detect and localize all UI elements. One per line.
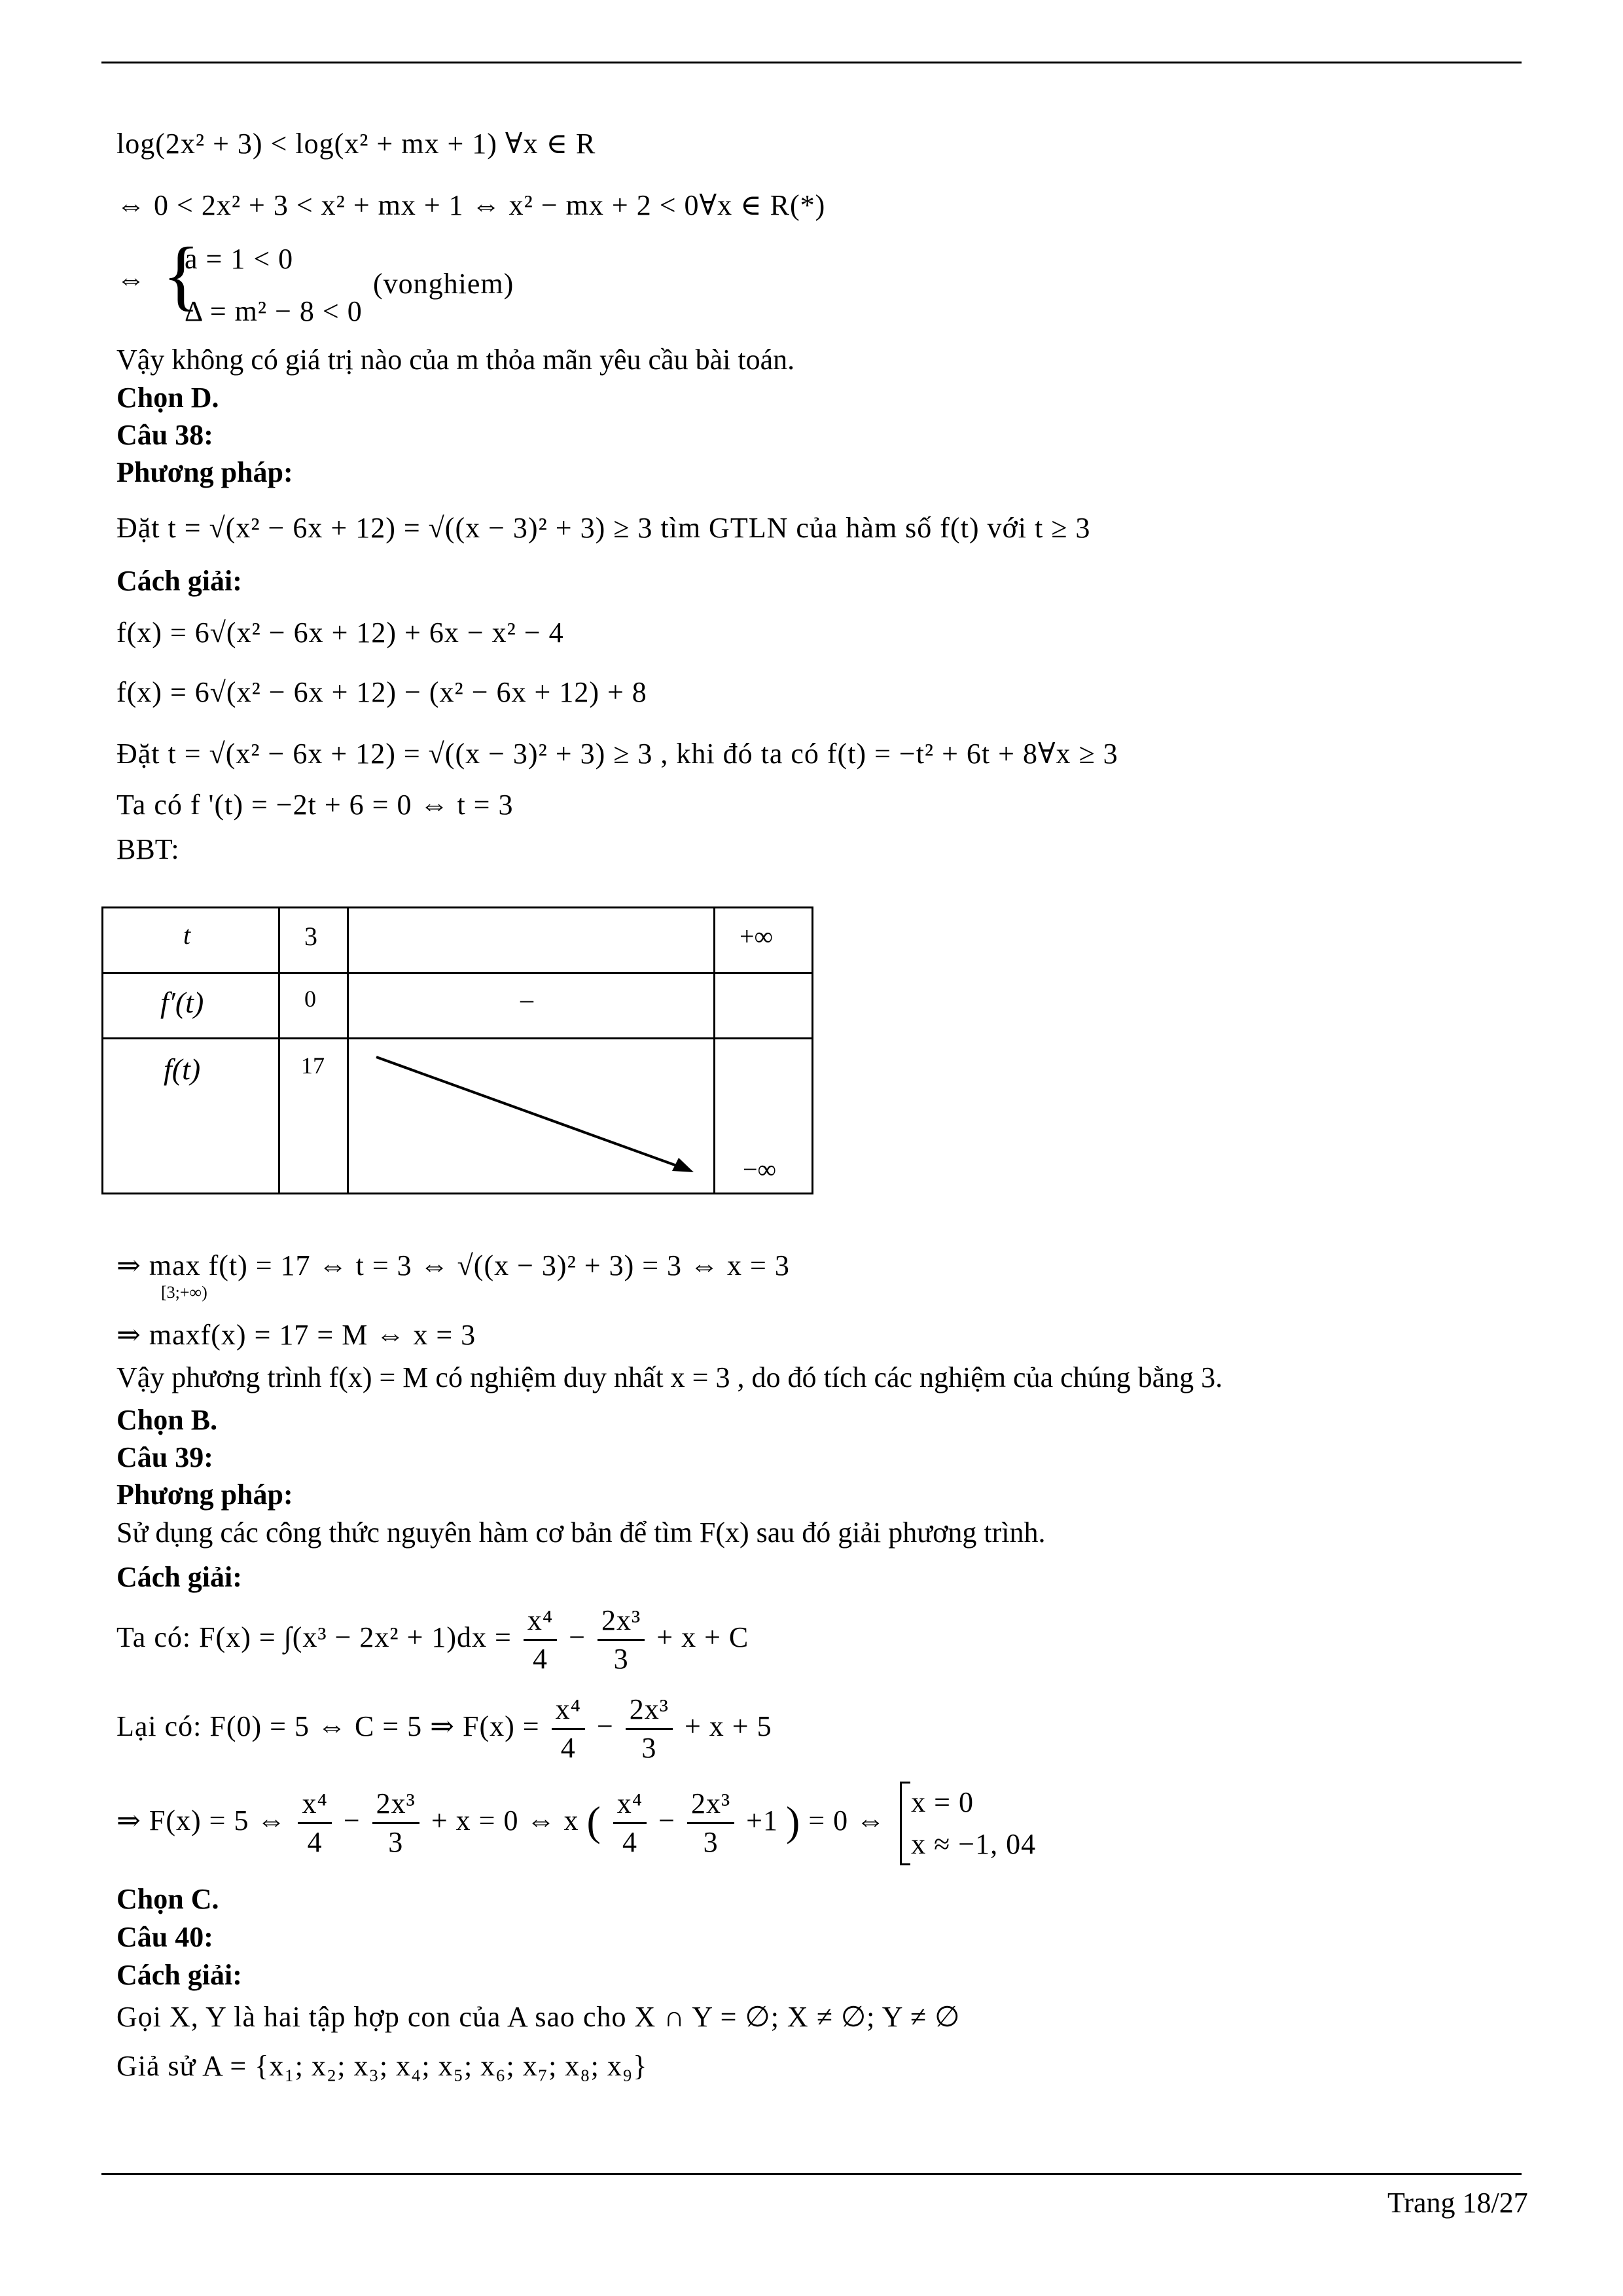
fraction-2x3-over-3 bbox=[597, 1605, 645, 1676]
antiderivative-line bbox=[116, 1605, 749, 1676]
method-heading: Phương pháp: bbox=[116, 1479, 293, 1511]
fraction-2x3-over-3 bbox=[626, 1694, 673, 1765]
minus-sign: − bbox=[596, 1710, 614, 1742]
fraction-numerator: 2x³ bbox=[372, 1788, 419, 1824]
antiderivative-lhs: Ta có: F(x) = ∫(x³ − 2x² + 1)dx = bbox=[116, 1621, 512, 1653]
fraction-2x3-over-3 bbox=[372, 1788, 419, 1859]
plus-one: +1 bbox=[746, 1804, 778, 1837]
fraction-2x3-over-3 bbox=[687, 1788, 734, 1859]
initial-condition-rhs: + x + 5 bbox=[684, 1710, 772, 1742]
minus-sign: − bbox=[569, 1621, 586, 1653]
initial-condition-lhs: Lại có: F(0) = 5 ⇔ C = 5 ⇒ F(x) = bbox=[116, 1710, 540, 1742]
header-rule bbox=[101, 62, 1522, 63]
subset-definition: Gọi X, Y là hai tập hợp con của A sao cho X ∩ Y = ∅; X ≠ ∅; Y ≠ ∅ bbox=[116, 2001, 961, 2033]
fraction-denominator: 4 bbox=[622, 1826, 637, 1859]
fraction-denominator: 3 bbox=[641, 1732, 657, 1765]
minus-sign: − bbox=[343, 1804, 361, 1837]
fraction-x4-over-4 bbox=[613, 1788, 647, 1859]
system-condition-a: a = 1 < 0 bbox=[185, 243, 294, 275]
solution-heading: Cách giải: bbox=[116, 1959, 242, 1991]
row-label-derivative: f′(t) bbox=[160, 986, 204, 1019]
arrow-head bbox=[672, 1158, 694, 1172]
set-assumption: Giả sử A = {x₁; x₂; x₃; x₄; x₅; x₆; x₇; x₈; x₉} bbox=[116, 2050, 648, 2082]
variation-table-label: BBT: bbox=[116, 833, 179, 865]
fraction-numerator: x⁴ bbox=[524, 1605, 557, 1641]
fraction-denominator: 3 bbox=[388, 1826, 404, 1859]
fraction-denominator: 3 bbox=[703, 1826, 719, 1859]
solution-heading: Cách giải: bbox=[116, 565, 242, 597]
fraction-numerator: x⁴ bbox=[552, 1694, 585, 1730]
t-start-value: 3 bbox=[304, 922, 317, 951]
method-heading: Phương pháp: bbox=[116, 456, 293, 488]
equation-middle: + x = 0 ⇔ x bbox=[431, 1804, 579, 1837]
paren-close: ) bbox=[786, 1797, 801, 1844]
root-two: x ≈ −1, 04 bbox=[911, 1827, 1037, 1860]
system-brace: { bbox=[162, 231, 200, 318]
derivative-zero: 0 bbox=[304, 986, 316, 1012]
fraction-denominator: 4 bbox=[307, 1826, 323, 1859]
question-heading: Câu 39: bbox=[116, 1441, 213, 1473]
question-heading: Câu 38: bbox=[116, 419, 213, 451]
initial-condition-line bbox=[116, 1694, 772, 1765]
function-max-value: 17 bbox=[301, 1052, 325, 1079]
system-condition-delta: Δ = m² − 8 < 0 bbox=[185, 295, 363, 327]
variation-table bbox=[101, 906, 813, 1194]
answer-label: Chọn D. bbox=[116, 382, 219, 414]
arrow-shaft bbox=[376, 1057, 684, 1168]
equation-equals: = 0 ⇔ bbox=[808, 1804, 886, 1837]
fraction-x4-over-4 bbox=[524, 1605, 557, 1676]
fraction-numerator: 2x³ bbox=[626, 1694, 673, 1730]
page-number: Trang 18/27 bbox=[1387, 2187, 1528, 2219]
minus-sign: − bbox=[658, 1804, 675, 1837]
row-label-t: t bbox=[183, 920, 191, 950]
question-heading: Câu 40: bbox=[116, 1921, 213, 1953]
fraction-x4-over-4 bbox=[552, 1694, 585, 1765]
equation-lhs: ⇒ F(x) = 5 ⇔ bbox=[116, 1804, 287, 1837]
root-conclusion: Vậy phương trình f(x) = M có nghiệm duy nhất x = 3 , do đó tích các nghiệm của chúng bằng 3. bbox=[116, 1361, 1223, 1393]
max-domain-subscript: [3;+∞) bbox=[161, 1283, 207, 1302]
substitution-result: Đặt t = √(x² − 6x + 12) = √((x − 3)² + 3) ≥ 3 , khi đó ta có f(t) = −t² + 6t + 8∀x ≥ 3 bbox=[116, 738, 1118, 770]
decreasing-arrow bbox=[101, 906, 813, 1194]
function-limit-value: −∞ bbox=[743, 1155, 777, 1184]
row-label-function: f(t) bbox=[164, 1052, 201, 1086]
fraction-denominator: 3 bbox=[613, 1643, 629, 1676]
max-result: ⇒ maxf(x) = 17 = M ⇔ x = 3 bbox=[116, 1319, 476, 1351]
method-text: Sử dụng các công thức nguyên hàm cơ bản để tìm F(x) sau đó giải phương trình. bbox=[116, 1516, 1046, 1549]
system-arrow: ⇔ bbox=[116, 263, 146, 295]
fraction-denominator: 4 bbox=[560, 1732, 576, 1765]
fraction-numerator: 2x³ bbox=[597, 1605, 645, 1641]
answer-label: Chọn B. bbox=[116, 1404, 218, 1436]
function-rewrite: f(x) = 6√(x² − 6x + 12) − (x² − 6x + 12) + 8 bbox=[116, 676, 647, 708]
conclusion-text: Vậy không có giá trị nào của m thỏa mãn yêu cầu bài toán. bbox=[116, 344, 795, 376]
function-definition: f(x) = 6√(x² − 6x + 12) + 6x − x² − 4 bbox=[116, 617, 564, 649]
paren-open: ( bbox=[586, 1797, 601, 1844]
equation-solve-line bbox=[116, 1782, 1036, 1865]
solution-bracket bbox=[900, 1782, 1036, 1865]
derivative-sign: – bbox=[520, 984, 533, 1014]
footer-rule bbox=[101, 2173, 1522, 2175]
fraction-x4-over-4 bbox=[298, 1788, 331, 1859]
max-derivation: ⇒ max f(t) = 17 ⇔ t = 3 ⇔ √((x − 3)² + 3) = 3 ⇔ x = 3 bbox=[116, 1249, 790, 1282]
fraction-numerator: 2x³ bbox=[687, 1788, 734, 1824]
line-equivalence: ⇔ 0 < 2x² + 3 < x² + mx + 1 ⇔ x² − mx + 2 < 0∀x ∈ R(*) bbox=[116, 189, 826, 221]
fraction-numerator: x⁴ bbox=[613, 1788, 647, 1824]
root-one: x = 0 bbox=[911, 1786, 974, 1818]
antiderivative-rhs: + x + C bbox=[656, 1621, 749, 1653]
derivative-line: Ta có f '(t) = −2t + 6 = 0 ⇔ t = 3 bbox=[116, 789, 514, 821]
fraction-denominator: 4 bbox=[533, 1643, 548, 1676]
t-end-value: +∞ bbox=[740, 922, 774, 951]
substitution-line: Đặt t = √(x² − 6x + 12) = √((x − 3)² + 3) ≥ 3 tìm GTLN của hàm số f(t) với t ≥ 3 bbox=[116, 512, 1091, 544]
line-log-inequality: log(2x² + 3) < log(x² + mx + 1) ∀x ∈ R bbox=[116, 128, 596, 160]
answer-label: Chọn C. bbox=[116, 1883, 219, 1915]
system-note: (vonghiem) bbox=[373, 268, 514, 300]
fraction-numerator: x⁴ bbox=[298, 1788, 331, 1824]
solution-heading: Cách giải: bbox=[116, 1561, 242, 1593]
